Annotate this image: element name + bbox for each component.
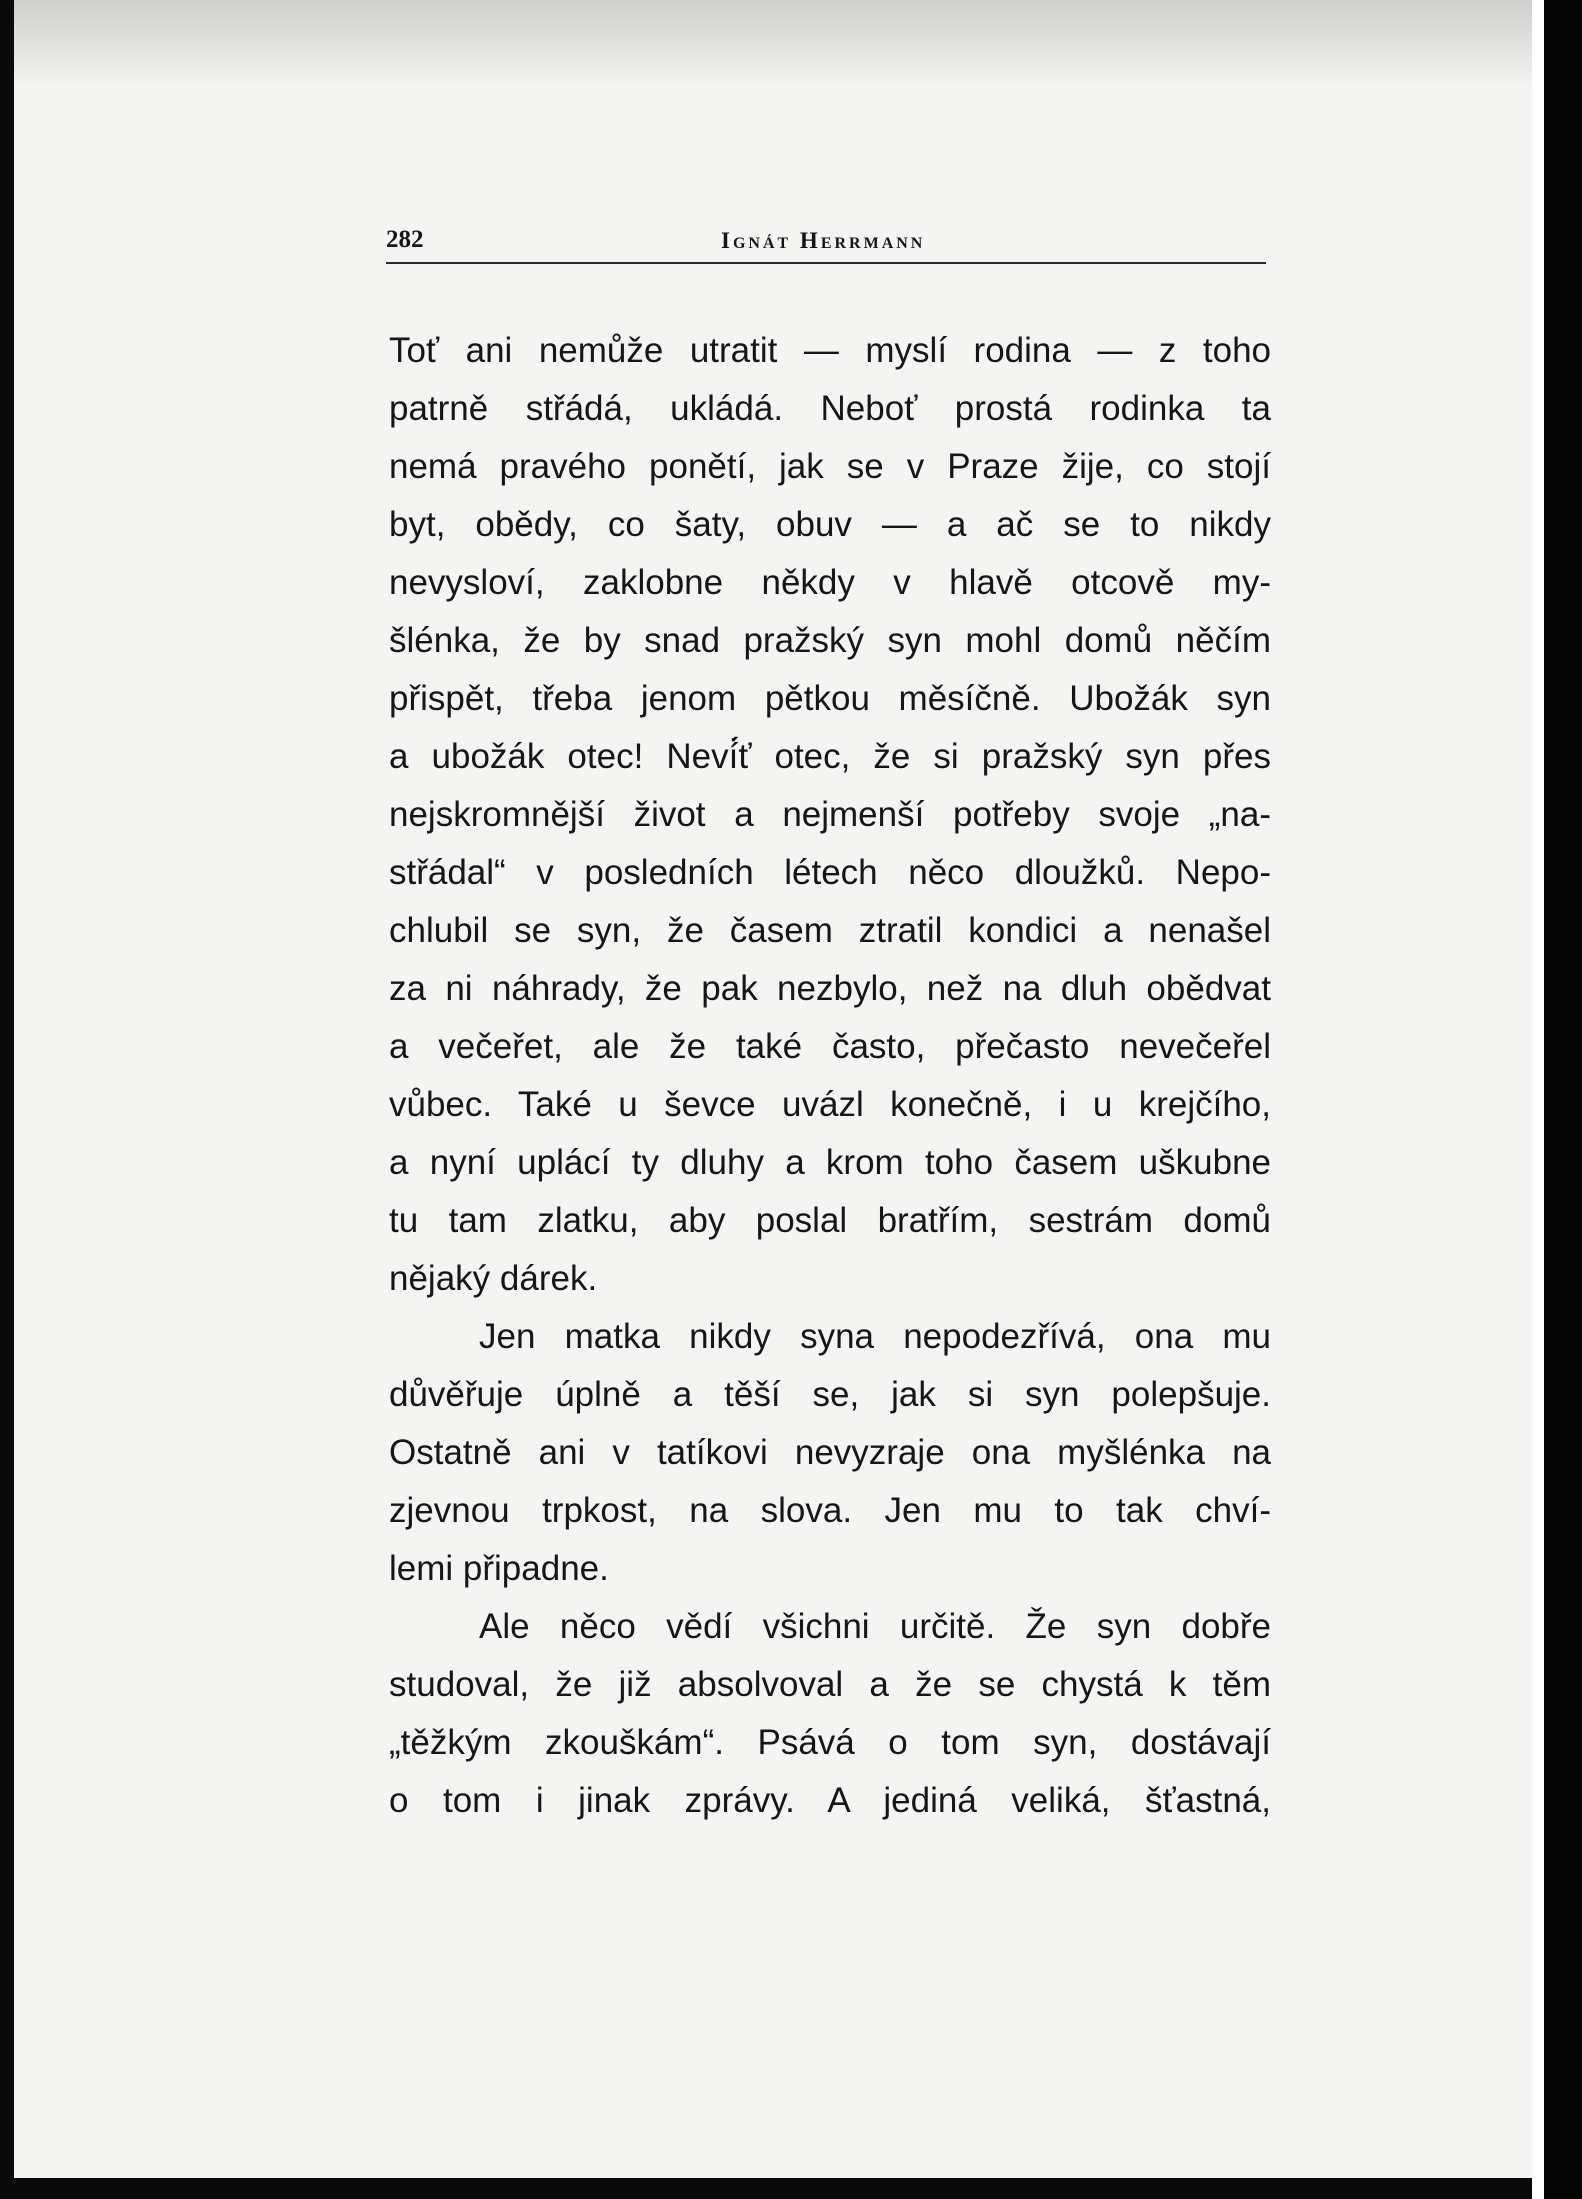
paragraph-start-line: Jen matka nikdy syna nepodezřívá, ona mu <box>479 1317 1271 1356</box>
page-number: 282 <box>386 226 424 253</box>
text-line: o tom i jinak zprávy. A jediná veliká, šťastná, <box>389 1781 1271 1820</box>
page-edge-strip <box>1532 0 1544 2199</box>
text-line: zjevnou trpkost, na slova. Jen mu to tak chví- <box>389 1491 1271 1530</box>
text-line: nejskromnější život a nejmenší potřeby svoje „na- <box>389 795 1271 834</box>
text-line: Ostatně ani v tatíkovi nevyzraje ona myšlénka na <box>389 1433 1271 1472</box>
text-line: za ni náhrady, že pak nezbylo, než na dluh obědvat <box>389 969 1271 1008</box>
text-line: důvěřuje úplně a těší se, jak si syn polepšuje. <box>389 1375 1271 1414</box>
text-line: chlubil se syn, že časem ztratil kondici a nenašel <box>389 911 1271 950</box>
body-text <box>389 322 1271 1830</box>
paragraph-start-line: Ale něco vědí všichni určitě. Že syn dobře <box>479 1607 1271 1646</box>
text-line: patrně střádá, ukládá. Neboť prostá rodinka ta <box>389 389 1271 428</box>
running-head <box>386 222 1266 264</box>
scan-border <box>1544 0 1582 2199</box>
text-line: „těžkým zkouškám“. Psává o tom syn, dostávají <box>389 1723 1271 1762</box>
text-line: vůbec. Také u ševce uvázl konečně, i u krejčího, <box>389 1085 1271 1124</box>
text-line: byt, obědy, co šaty, obuv — a ač se to nikdy <box>389 505 1271 544</box>
text-line: a večeřet, ale že také často, přečasto nevečeřel <box>389 1027 1271 1066</box>
book-page <box>14 0 1532 2178</box>
paragraph-end-line: nějaký dárek. <box>389 1259 598 1298</box>
text-line: tu tam zlatku, aby poslal bratřím, sestrám domů <box>389 1201 1271 1240</box>
text-line: šlénka, že by snad pražský syn mohl domů něčím <box>389 621 1271 660</box>
text-line: nevysloví, zaklobne někdy v hlavě otcově my- <box>389 563 1271 602</box>
text-line: a nyní uplácí ty dluhy a krom toho časem uškubne <box>389 1143 1271 1182</box>
text-line: střádal“ v posledních létech něco dloužků. Nepo- <box>389 853 1271 892</box>
text-line: studoval, že již absolvoval a že se chystá k těm <box>389 1665 1271 1704</box>
text-line: nemá pravého ponětí, jak se v Praze žije, co stojí <box>389 447 1271 486</box>
text-line: Toť ani nemůže utratit — myslí rodina — z toho <box>389 331 1271 370</box>
text-line: přispět, třeba jenom pětkou měsíčně. Ubožák syn <box>389 679 1271 718</box>
paragraph-end-line: lemi připadne. <box>389 1549 609 1588</box>
text-line: a ubožák otec! Neví̇́ť otec, že si pražský syn přes <box>389 737 1271 776</box>
running-head-author: Ignát Herrmann <box>721 228 926 253</box>
